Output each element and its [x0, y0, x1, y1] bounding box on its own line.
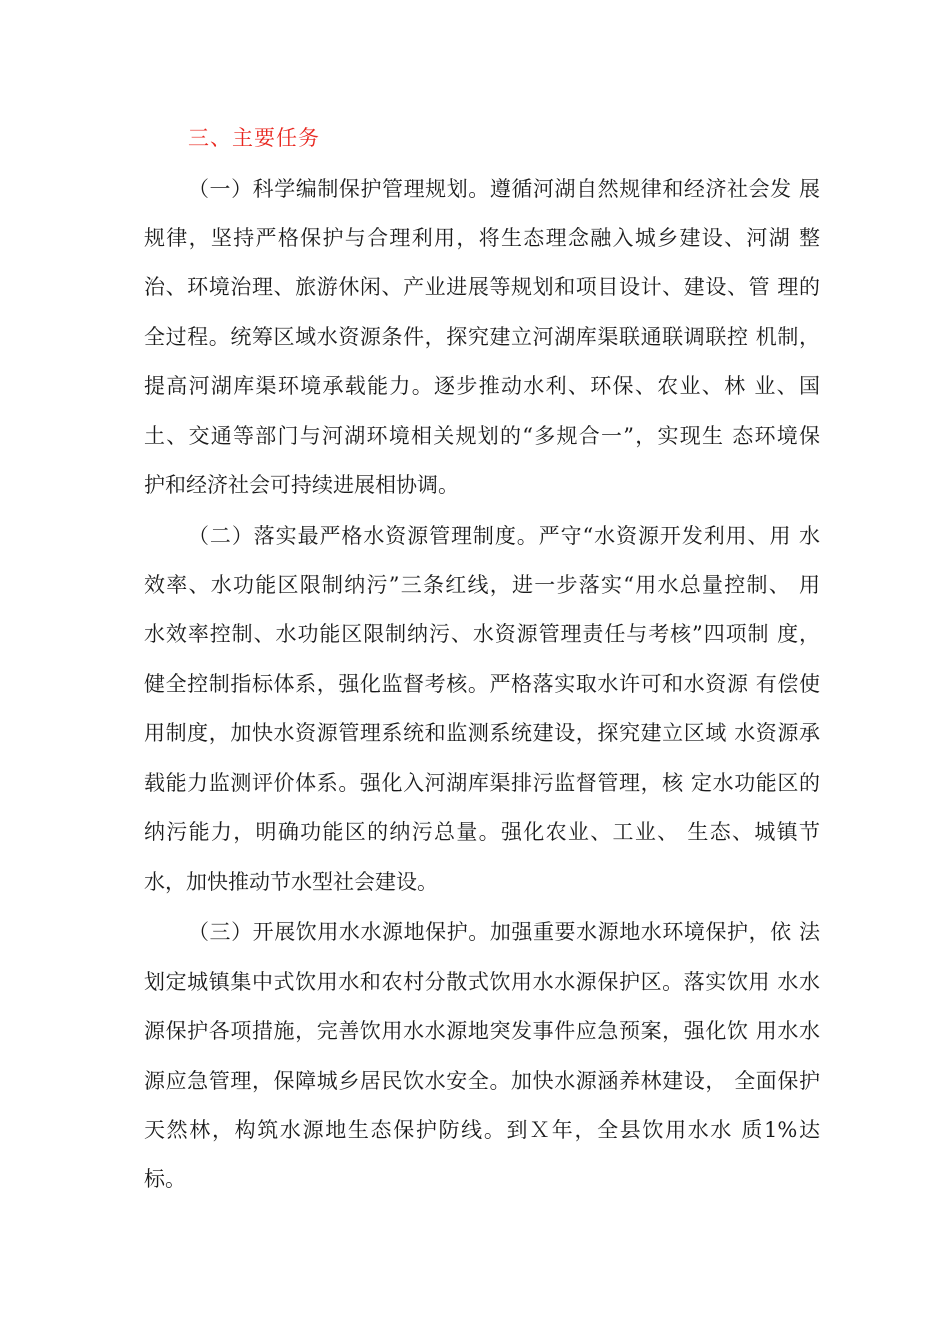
paragraph-1-line-2: 规律，坚持严格保护与合理利用，将生态理念融入城乡建设、河湖 整: [144, 226, 820, 250]
paragraph-2-line-2: 效率、水功能区限制纳污”三条红线，进一步落实“用水总量控制、 用: [144, 573, 820, 597]
paragraph-1-line-4: 全过程。统筹区域水资源条件，探究建立河湖库渠联通联调联控 机制，: [144, 325, 820, 349]
paragraph-3-line-6: 标。: [144, 1167, 186, 1191]
paragraph-3-line-1: （三）开展饮用水水源地保护。加强重要水源地水环境保护，依 法: [188, 920, 820, 944]
paragraph-3-line-5: 天然林，构筑水源地生态保护防线。到Ｘ年，全县饮用水水 质1%达: [144, 1118, 820, 1142]
paragraph-2-line-8: 水，加快推动节水型社会建设。: [144, 870, 438, 894]
paragraph-1-line-1: （一）科学编制保护管理规划。遵循河湖自然规律和经济社会发 展: [188, 177, 820, 201]
paragraph-1-line-6: 土、交通等部门与河湖环境相关规划的“多规合一”，实现生 态环境保: [144, 424, 820, 448]
paragraph-2-line-5: 用制度，加快水资源管理系统和监测系统建设，探究建立区域 水资源承: [144, 721, 820, 745]
paragraph-1-line-5: 提高河湖库渠环境承载能力。逐步推动水利、环保、农业、林 业、国: [144, 374, 820, 398]
section-heading: 三、主要任务: [188, 126, 320, 150]
paragraph-1-line-7: 护和经济社会可持续进展相协调。: [144, 473, 459, 497]
paragraph-1-line-3: 治、环境治理、旅游休闲、产业进展等规划和项目设计、建设、管 理的: [144, 275, 820, 299]
paragraph-2-line-6: 载能力监测评价体系。强化入河湖库渠排污监督管理，核 定水功能区的: [144, 771, 820, 795]
paragraph-3-line-4: 源应急管理，保障城乡居民饮水安全。加快水源涵养林建设， 全面保护: [144, 1069, 820, 1093]
paragraph-2-line-1: （二）落实最严格水资源管理制度。严守“水资源开发利用、用 水: [188, 524, 820, 548]
paragraph-2-line-3: 水效率控制、水功能区限制纳污、水资源管理责任与考核”四项制 度，: [144, 622, 820, 646]
paragraph-3-line-3: 源保护各项措施，完善饮用水水源地突发事件应急预案，强化饮 用水水: [144, 1019, 820, 1043]
paragraph-2-line-4: 健全控制指标体系，强化监督考核。严格落实取水许可和水资源 有偿使: [144, 672, 820, 696]
paragraph-2-line-7: 纳污能力，明确功能区的纳污总量。强化农业、工业、 生态、城镇节: [144, 820, 820, 844]
paragraph-3-line-2: 划定城镇集中式饮用水和农村分散式饮用水水源保护区。落实饮用 水水: [144, 970, 820, 994]
